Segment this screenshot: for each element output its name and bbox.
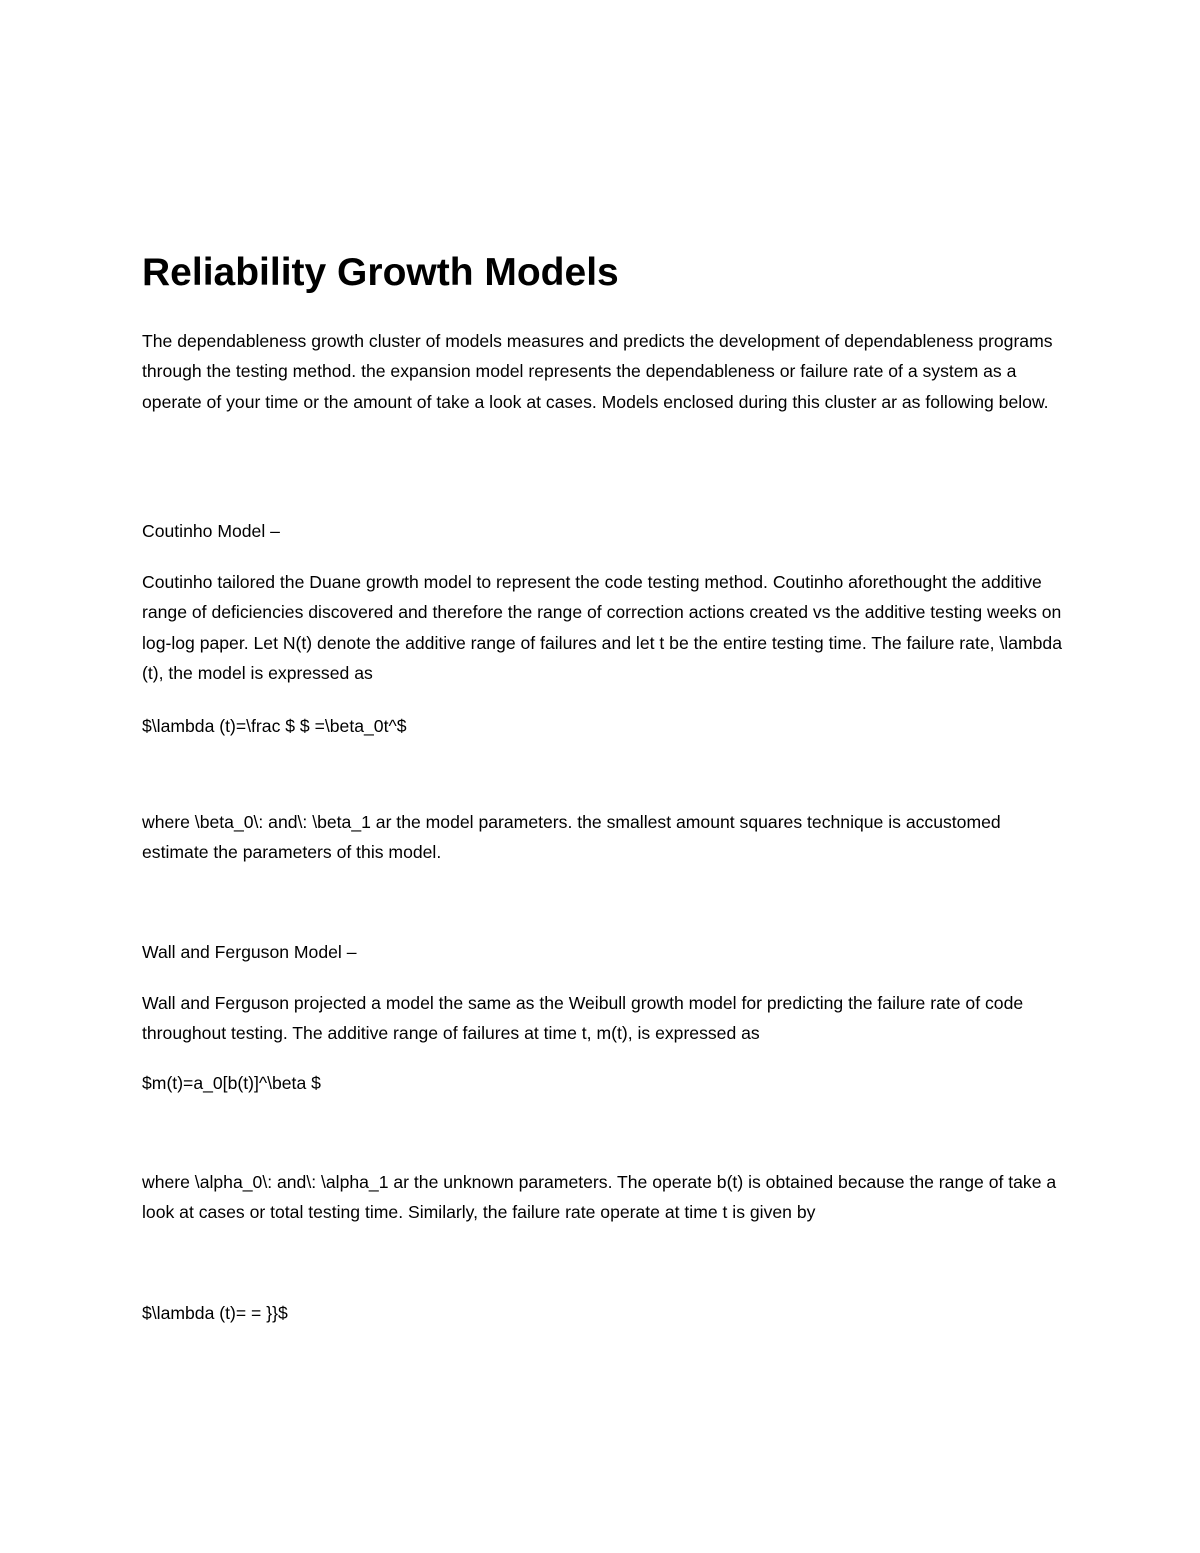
wall-ferguson-formula: $m(t)=a_0[b(t)]^\beta $ <box>142 1073 321 1093</box>
coutinho-formula: $\lambda (t)=\frac $ $ =\beta_0t^$ <box>142 716 407 736</box>
wall-ferguson-heading: Wall and Ferguson Model – <box>142 942 357 962</box>
coutinho-heading: Coutinho Model – <box>142 521 280 541</box>
intro-paragraph: The dependableness growth cluster of models measures and predicts the development of dependableness programs through the testing method. the expansion model represents the dependableness or failure rate of a system as a operate of your time or the amount of take a look at cases. Models enclosed during this cluster ar as following below. <box>142 331 1053 412</box>
wall-ferguson-where-paragraph: where \alpha_0\: and\: \alpha_1 ar the unknown parameters. The operate b(t) is obtained because the range of take a look at cases or total testing time. Similarly, the failure rate operate at time t is given by <box>142 1172 1057 1223</box>
coutinho-where-paragraph: where \beta_0\: and\: \beta_1 ar the model parameters. the smallest amount squares technique is accustomed estimate the parameters of this model. <box>142 812 1001 863</box>
failure-rate-formula: $\lambda (t)= = }}$ <box>142 1303 288 1323</box>
coutinho-paragraph: Coutinho tailored the Duane growth model to represent the code testing method. Coutinho aforethought the additive range of deficiencies discovered and therefore the range of correction actions created vs the additive testing weeks on log-log paper. Let N(t) denote the additive range of failures and let t be the entire testing time. The failure rate, \lambda (t), the model is expressed as <box>142 572 1062 683</box>
wall-ferguson-paragraph: Wall and Ferguson projected a model the same as the Weibull growth model for predicting the failure rate of code throughout testing. The additive range of failures at time t, m(t), is expressed as <box>142 993 1024 1044</box>
document-title: Reliability Growth Models <box>142 251 619 294</box>
